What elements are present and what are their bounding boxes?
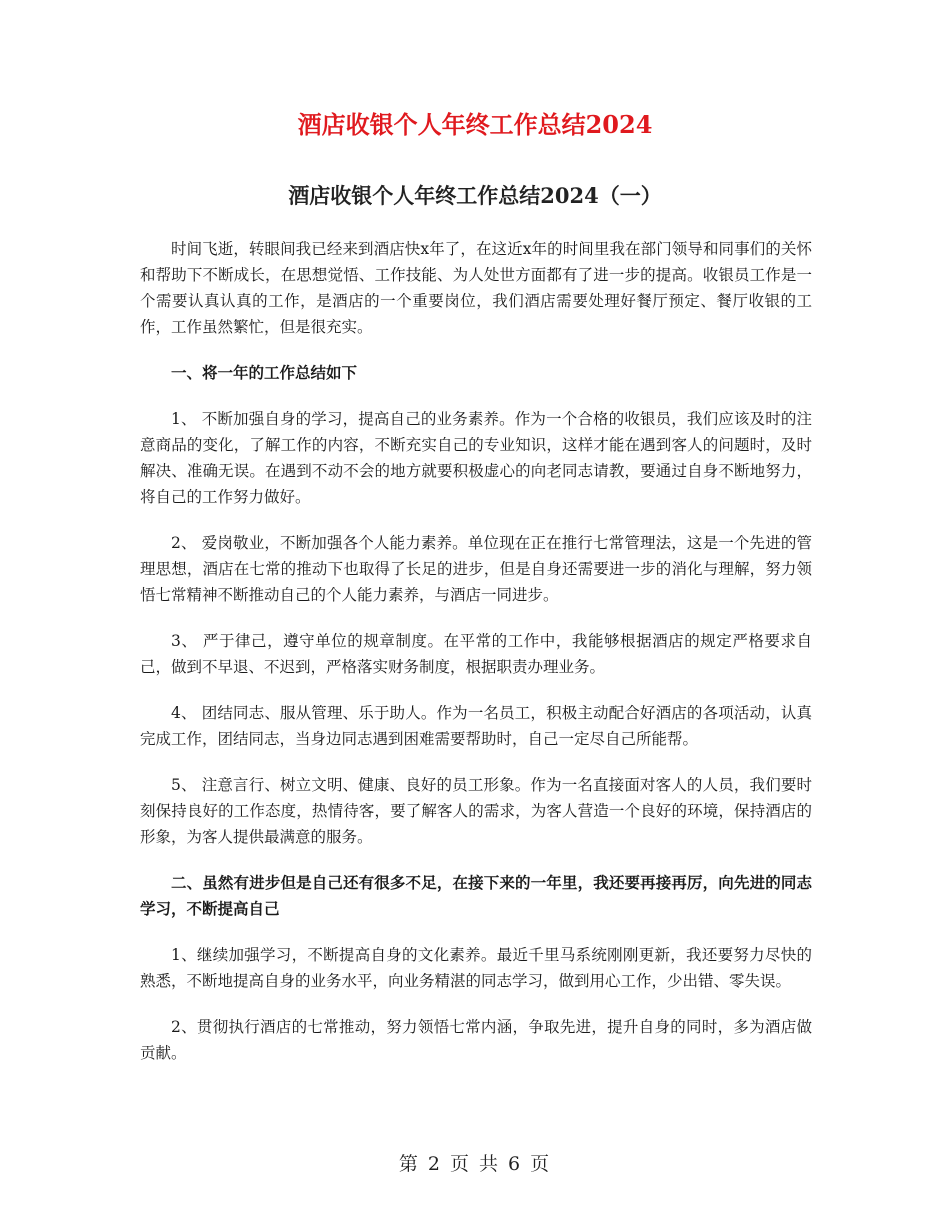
document-subtitle: 酒店收银个人年终工作总结2024（一） <box>288 183 662 208</box>
summary-item-2: 2、 爱岗敬业，不断加强各个人能力素养。单位现在正在推行七常管理法，这是一个先进的管理思想，酒店在七常的推动下也取得了长足的进步，但是自身还需要进一步的消化与理解，努力领悟七常精神不断推动自己的个人能力素养，与酒店一同进步。 <box>140 534 812 604</box>
document-body <box>140 236 812 1086</box>
section-heading-1: 一、将一年的工作总结如下 <box>171 364 358 382</box>
summary-item-5: 5、 注意言行、树立文明、健康、良好的员工形象。作为一名直接面对客人的人员，我们要时刻保持良好的工作态度，热情待客，要了解客人的需求，为客人营造一个良好的环境，保持酒店的形象，为客人提供最满意的服务。 <box>140 776 812 846</box>
page-number-footer: 第 2 页 共 6 页 <box>398 1153 552 1175</box>
improvement-item-2: 2、贯彻执行酒店的七常推动，努力领悟七常内涵，争取先进，提升自身的同时，多为酒店做贡献。 <box>140 1018 812 1062</box>
section-heading-2: 二、虽然有进步但是自己还有很多不足，在接下来的一年里，我还要再接再厉，向先进的同志学习，不断提高自己 <box>140 874 812 918</box>
summary-item-4: 4、 团结同志、服从管理、乐于助人。作为一名员工，积极主动配合好酒店的各项活动，认真完成工作，团结同志，当身边同志遇到困难需要帮助时，自己一定尽自己所能帮。 <box>140 704 812 748</box>
document-title: 酒店收银个人年终工作总结2024 <box>297 110 653 139</box>
summary-item-1: 1、 不断加强自身的学习，提高自己的业务素养。作为一个合格的收银员，我们应该及时的注意商品的变化，了解工作的内容，不断充实自己的专业知识，这样才能在遇到客人的问题时，及时解决、准确无误。在遇到不动不会的地方就要积极虚心的向老同志请教，要通过自身不断地努力，将自己的工作努力做好。 <box>140 410 812 506</box>
improvement-item-1: 1、继续加强学习，不断提高自身的文化素养。最近千里马系统刚刚更新，我还要努力尽快的熟悉，不断地提高自身的业务水平，向业务精湛的同志学习，做到用心工作，少出错、零失误。 <box>140 946 812 990</box>
summary-item-3: 3、 严于律己，遵守单位的规章制度。在平常的工作中，我能够根据酒店的规定严格要求自己，做到不早退、不迟到，严格落实财务制度，根据职责办理业务。 <box>140 632 812 676</box>
intro-paragraph: 时间飞逝，转眼间我已经来到酒店快x年了，在这近x年的时间里我在部门领导和同事们的关怀和帮助下不断成长，在思想觉悟、工作技能、为人处世方面都有了进一步的提高。收银员工作是一个需要认真认真的工作，是酒店的一个重要岗位，我们酒店需要处理好餐厅预定、餐厅收银的工作，工作虽然繁忙，但是很充实。 <box>140 240 812 336</box>
